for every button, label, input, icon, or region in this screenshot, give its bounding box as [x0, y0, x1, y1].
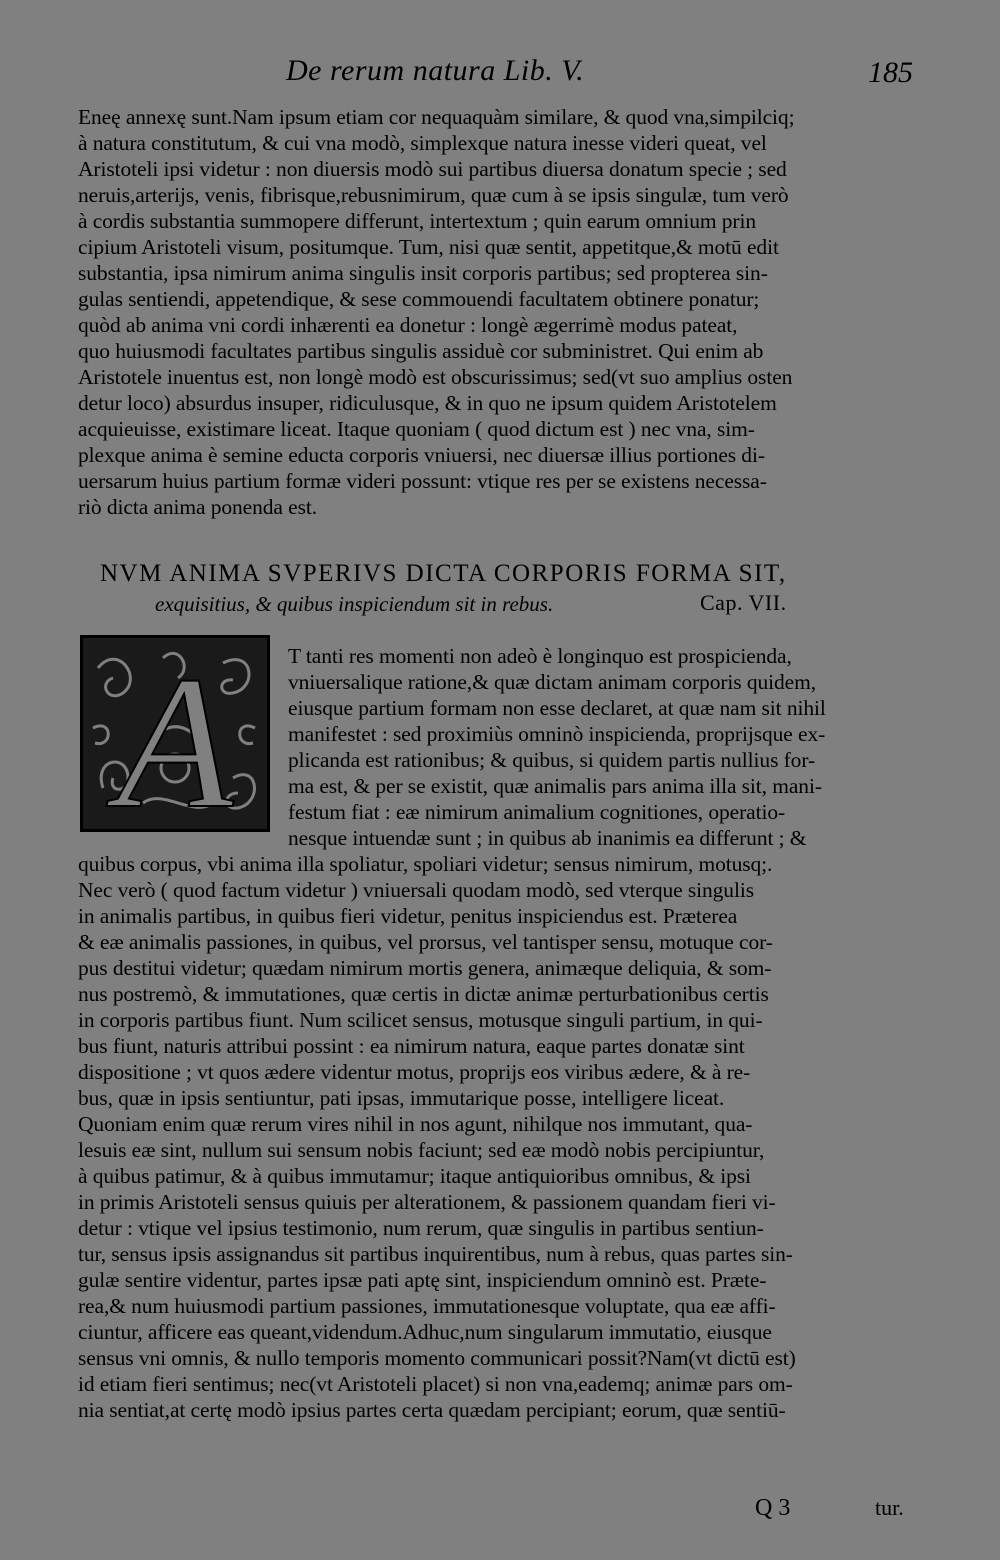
text-line: bus, quæ in ipsis sentiuntur, pati ipsas, immutarique posse, intelligere liceat. [78, 1086, 725, 1110]
text-line: festum fiat : eæ nimirum animalium cognitiones, operatio- [288, 800, 786, 824]
text-line: ma est, & per se existit, quæ animalis pars anima illa sit, mani- [288, 774, 822, 798]
text-line: à cordis substantia summopere differunt, intertextum ; quin earum omnium prin [78, 209, 756, 233]
text-line: quibus corpus, vbi anima illa spoliatur, spoliari videtur; sensus nimirum, motusq;. [78, 852, 773, 876]
text-line: nus postremò, & immutationes, quæ certis in dictæ animæ perturbationibus certis [78, 982, 769, 1006]
text-line: in primis Aristoteli sensus quiuis per alterationem, & passionem quandam fieri vi- [78, 1190, 776, 1214]
chapter-title: NVM ANIMA SVPERIVS DICTA CORPORIS FORMA SIT, [100, 560, 787, 587]
text-line: à natura constitutum, & cui vna modò, simplexque natura inesse videri queat, vel [78, 131, 767, 155]
text-line: id etiam fieri sentimus; nec(vt Aristoteli placet) si non vna,eademq; animæ pars om- [78, 1372, 793, 1396]
decorated-initial [80, 635, 270, 832]
catchword: tur. [875, 1495, 904, 1520]
text-line: substantia, ipsa nimirum anima singulis insit corporis partibus; sed propterea sin- [78, 261, 768, 285]
running-title: De rerum natura Lib. V. [286, 54, 585, 87]
text-line: lesuis eæ sint, nullum sui sensum nobis faciunt; sed eæ modò nobis percipiuntur, [78, 1138, 765, 1162]
text-line: bus fiunt, naturis attribui possint : ea nimirum natura, eaque partes donatæ sint [78, 1034, 745, 1058]
text-line: plexque anima è semine educta corporis vniuersi, nec diuersæ illius portiones di- [78, 443, 765, 467]
text-line: cipium Aristoteli visum, positumque. Tum, nisi quæ sentit, appetitque,& motū edit [78, 235, 779, 259]
signature-mark: Q 3 [755, 1495, 791, 1521]
text-line: in animalis partibus, in quibus fieri videtur, penitus inspiciendus est. Præterea [78, 904, 738, 928]
text-line: Eneę annexę sunt.Nam ipsum etiam cor nequaquàm similare, & quod vna,simpilciq; [78, 105, 795, 129]
ornament-initial-icon [83, 638, 267, 829]
text-line: plicanda est rationibus; & quibus, si quidem partis nullius for- [288, 748, 816, 772]
text-line: ciuntur, afficere eas queant,videndum.Adhuc,num singularum immutatio, eiusque [78, 1320, 772, 1344]
text-line: gulæ sentire videntur, partes ipsæ pati aptę sint, inspiciendum omninò est. Præte- [78, 1268, 767, 1292]
text-line: sensus vni omnis, & nullo temporis momento communicari possit?Nam(vt dictū est) [78, 1346, 796, 1370]
text-line: uersarum huius partium formæ videri possunt: vtique res per se existens necessa- [78, 469, 767, 493]
text-line: riò dicta anima ponenda est. [78, 495, 317, 519]
text-line: tur, sensus ipsis assignandus sit partibus inquirentibus, num à rebus, quas partes sin- [78, 1242, 793, 1266]
text-line: Quoniam enim quæ rerum vires nihil in nos agunt, nihilque nos immutant, qua- [78, 1112, 753, 1136]
text-line: T tanti res momenti non adeò è longinquo est prospicienda, [288, 644, 792, 668]
running-header [0, 52, 1000, 102]
text-line: & eæ animalis passiones, in quibus, vel prorsus, vel tantisper sensu, motuque cor- [78, 930, 773, 954]
text-line: Aristoteli ipsi videtur : non diuersis modò sui partibus diuersa donatum specie ; sed [78, 157, 787, 181]
text-line: detur loco) absurdus insuper, ridiculusque, & in quo ne ipsum quidem Aristotelem [78, 391, 777, 415]
text-line: detur : vtique vel ipsius testimonio, num rerum, quæ singulis in partibus sentiun- [78, 1216, 764, 1240]
text-line: rea,& num huiusmodi partium passiones, immutationesque voluptate, qua eæ affi- [78, 1294, 776, 1318]
text-line: acquieuisse, existimare liceat. Itaque quoniam ( quod dictum est ) nec vna, sim- [78, 417, 755, 441]
text-line: quòd ab anima vni cordi inhærenti ea donetur : longè ægerrimè modus pateat, [78, 313, 738, 337]
text-line: nesque intuendæ sunt ; in quibus ab inanimis ea differunt ; & [288, 826, 807, 850]
page-number: 185 [868, 56, 913, 89]
svg-text:A: A [116, 638, 234, 829]
text-line: nia sentiat,at certę modò ipsius partes certa quædam percipiant; eorum, quæ sentiū- [78, 1398, 786, 1422]
text-line: Aristotele inuentus est, non longè modò est obscurissimus; sed(vt suo amplius osten [78, 365, 793, 389]
text-line: eiusque partium formam non esse declaret, at quæ nam sit nihil [288, 696, 826, 720]
text-line: vniuersalique ratione,& quæ dictam animam corporis quidem, [288, 670, 816, 694]
text-line: manifestet : sed proximiùs omninò inspicienda, proprijsque ex- [288, 722, 826, 746]
text-line: in corporis partibus fiunt. Num scilicet sensus, motusque singuli partium, in qui- [78, 1008, 763, 1032]
text-line: neruis,arterijs, venis, fibrisque,rebusnimirum, quæ cum à se ipsis singulæ, tum verò [78, 183, 789, 207]
text-line: gulas sentiendi, appetendique, & sese commouendi facultatem obtinere ponatur; [78, 287, 760, 311]
chapter-number: Cap. VII. [700, 590, 787, 615]
text-line: pus destitui videtur; quædam nimirum mortis genera, animæque deliquia, & som- [78, 956, 772, 980]
text-line: à quibus patimur, & à quibus immutamur; itaque antiquioribus omnibus, & ipsi [78, 1164, 751, 1188]
text-line: dispositione ; vt quos ædere videntur motus, proprijs eos viribus ædere, & à re- [78, 1060, 751, 1084]
chapter-subtitle: exquisitius, & quibus inspiciendum sit in rebus. [155, 592, 554, 616]
text-line: Nec verò ( quod factum videtur ) vniuersali quodam modò, sed vterque singulis [78, 878, 754, 902]
text-line: quo huiusmodi facultates partibus singulis assiduè cor subministret. Qui enim ab [78, 339, 764, 363]
